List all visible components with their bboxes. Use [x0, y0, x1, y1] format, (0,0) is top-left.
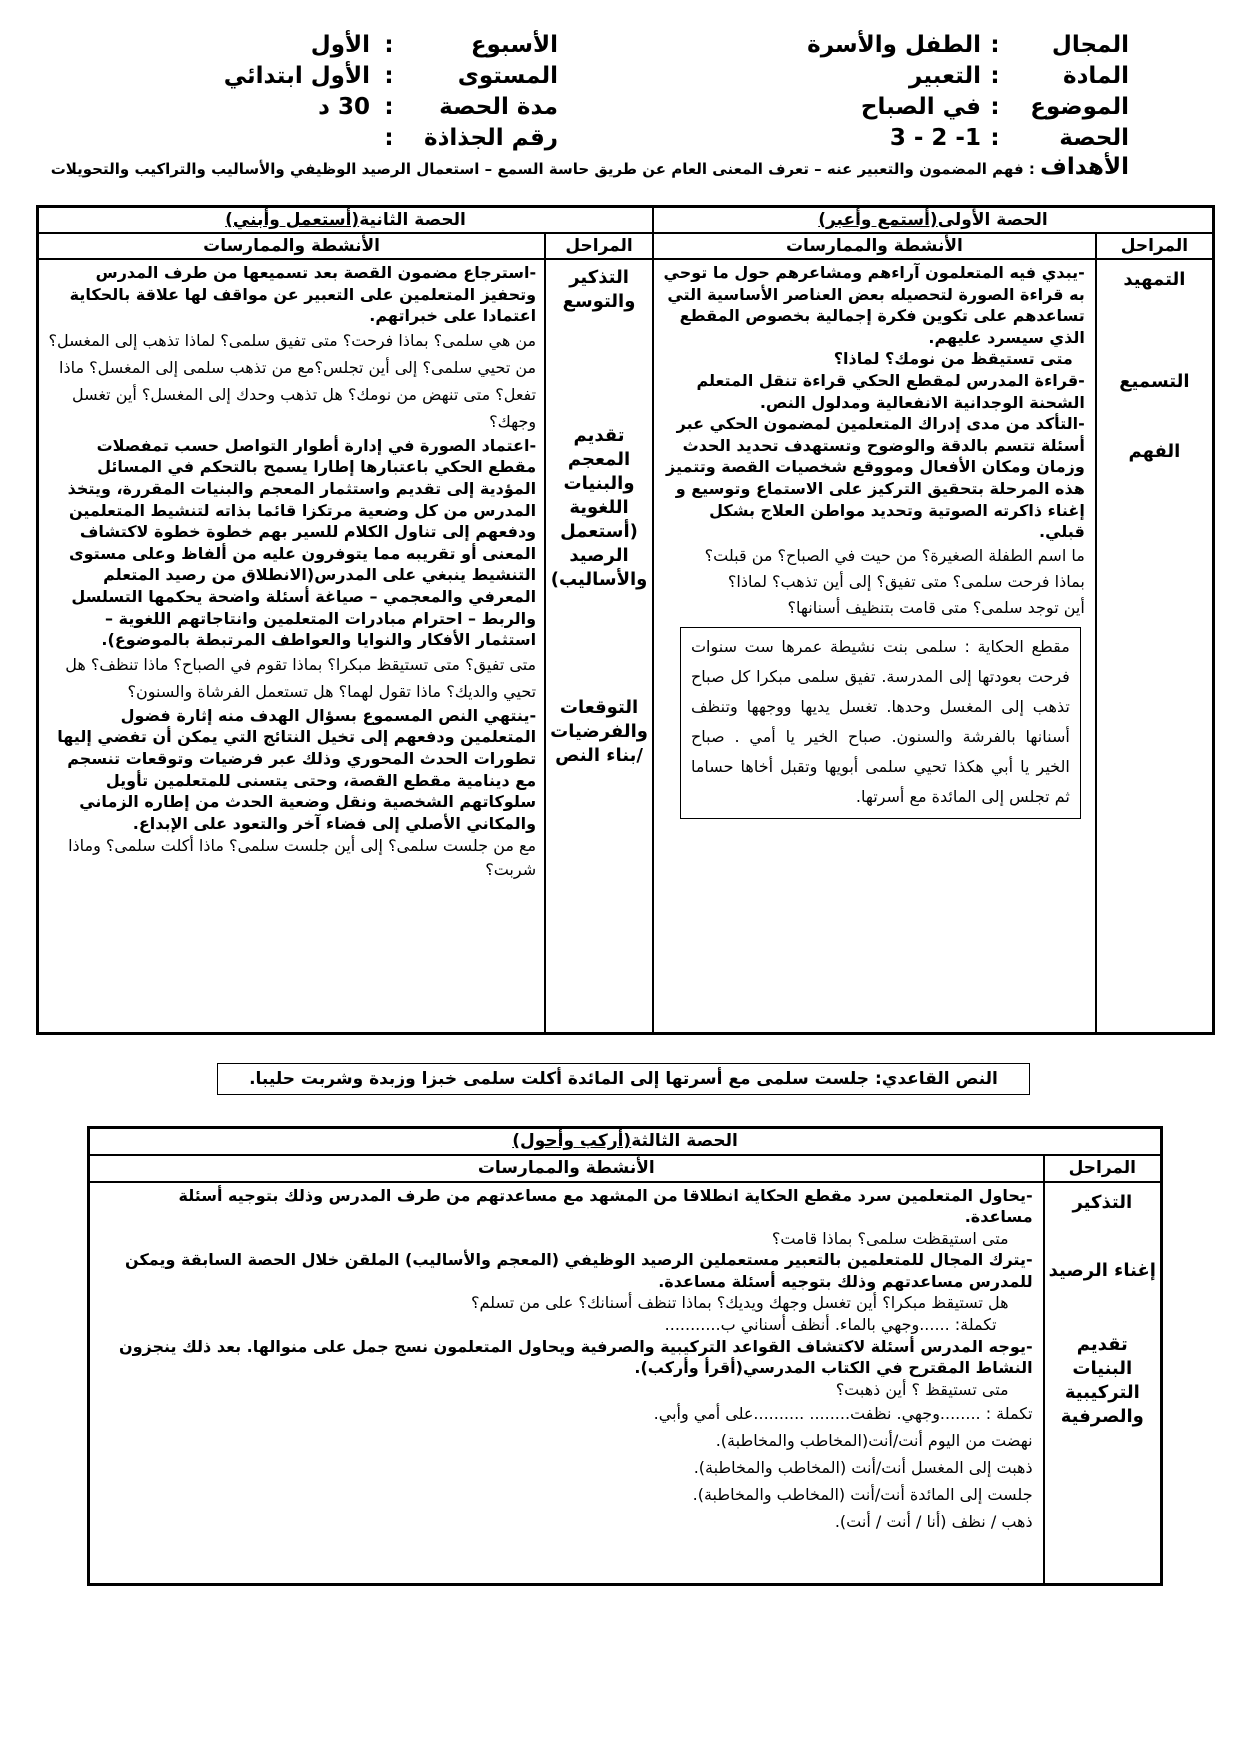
session3-line: -يحاول المتعلمين سرد مقطع الحكاية انطلاقا من المشهد مع مساعدتهم من طرف المدرس وذلك بتوجيه أسئلة مساعدة.	[178, 1185, 1033, 1227]
session3-table	[87, 1126, 1163, 1586]
header-field-subject: المادة:التعبير	[909, 63, 1129, 89]
session3-line: نهضت من اليوم أنت/أنت(المخاطب والمخاطبة).	[715, 1431, 1033, 1451]
session3-col-stages: المراحل	[1044, 1155, 1162, 1182]
session2-question: مع من جلست سلمى؟ إلى أين جلست سلمى؟ ماذا أكلت سلمى؟ وماذا شربت؟	[68, 836, 537, 880]
session3-line: جلست إلى المائدة أنت/أنت (المخاطب والمخاطبة).	[692, 1485, 1033, 1505]
session1-question: متى تستيقظ من نومك؟ لماذا؟	[833, 349, 1073, 369]
header-field-domain: المجال:الطفل والأسرة	[807, 32, 1129, 58]
session1-question: أين توجد سلمى؟ متى قامت بتنظيف أسنانها؟	[787, 597, 1085, 617]
session2-stages-cell	[545, 259, 653, 1034]
session1-paragraph: -يبدي فيه المتعلمون آراءهم ومشاعرهم حول ما توحي به قراءة الصورة لتحصيله بعض العناصر الأساسية التي تساعدهم على تكوين فكرة إجمالية بخصوص المقطع الذي سيسرد عليهم.	[663, 263, 1085, 347]
stage-lexicon: تقديم المعجم والبنيات اللغوية (أستعمل الرصيد والأساليب)	[550, 425, 648, 590]
stage-comprehension: الفهم	[1128, 441, 1181, 462]
session2-question: من هي سلمى؟ بماذا فرحت؟ متى تفيق سلمى؟ لماذا تذهب إلى المغسل؟ من تحيي سلمى؟ إلى أين تجلس؟مع من تذهب سلمى إلى المغسل؟ ماذا تفعل؟ متى تنهض من نومك؟ هل تذهب وحدك إلى المغسل؟ أين تغسل وجهك؟	[48, 330, 537, 431]
goals-label: الأهداف	[1040, 154, 1129, 180]
session2-title: الحصة الثانية(أستعمل وأبني)	[38, 207, 653, 234]
goals-text: فهم المضمون والتعبير عنه – تعرف المعنى العام عن طريق حاسة السمع – استعمال الرصيد الوظيفي والأساليب والتراكيب والتحويلات	[50, 160, 1024, 178]
sessions-1-2-table	[36, 205, 1215, 1035]
stage-recall-expand: التذكير والتوسع	[562, 267, 636, 312]
session3-title: الحصة الثالثة(أركب وأحول)	[89, 1128, 1162, 1155]
stage-structures: تقديم البنيات التركيبية والصرفية	[1060, 1333, 1144, 1427]
session1-title: الحصة الأولى(أستمع وأعبر)	[653, 207, 1214, 234]
session3-line: -يترك المجال للمتعلمين بالتعبير مستعملين الرصيد الوظيفي (المعجم والأساليب) الملقن خلال الحصة السابقة ويمكن للمدرس مساعدتهم وذلك بتوجيه أسئلة مساعدة.	[125, 1250, 1033, 1291]
session3-line: هل تستيقظ مبكرا؟ أين تغسل وجهك ويديك؟ بماذا تنظف أسنانك؟ على من تسلم؟	[471, 1293, 1009, 1313]
stage-intro: التمهيد	[1123, 269, 1186, 290]
session3-line: ذهب / نظف (أنا / أنت / أنت).	[834, 1512, 1033, 1532]
header-field-duration: مدة الحصة:30 د	[318, 94, 558, 120]
session1-paragraph: -قراءة المدرس لمقطع الحكي قراءة تنقل المتعلم الشحنة الوجدانية الانفعالية ومدلول النص.	[696, 370, 1085, 412]
session1-question: ما اسم الطفلة الصغيرة؟ من حيت في الصباح؟ من قبلت؟	[704, 545, 1085, 565]
session3-line: متى تستيقظ ؟ أين ذهبت؟	[835, 1379, 1009, 1399]
stage-recall: التذكير	[1072, 1191, 1133, 1213]
session1-col-stages: المراحل	[1096, 233, 1214, 259]
session2-activities-cell	[38, 259, 546, 1034]
stage-enrich: إغناء الرصيد	[1048, 1259, 1156, 1281]
session3-col-activities: الأنشطة والممارسات	[89, 1155, 1044, 1182]
header-left	[224, 30, 558, 154]
session1-col-activities: الأنشطة والممارسات	[653, 233, 1096, 259]
session2-paragraph: -ينتهي النص المسموع بسؤال الهدف منه إثارة فضول المتعلمين ودفعهم إلى تخيل النتائج التي يمكن أن تفضي إليها تطورات الحدث المحوري وذلك عبر فرضيات وتوقعات تنسجم مع دينامية مقطع القصة، وحتى يتسنى للمتعلمين تأويل سلوكاتهم الشخصية ونقل وضعية الحدث من إطاره الزماني والمكاني الأصلي إلى فضاء آخر والتعود على الإبداع.	[57, 705, 537, 833]
header-field-sheet-number: رقم الجذاذة:	[384, 125, 558, 151]
session1-question: بماذا فرحت سلمى؟ متى تفيق؟ إلى أين تذهب؟ لماذا؟	[727, 571, 1085, 591]
session3-stages-cell	[1044, 1182, 1162, 1585]
header-field-topic: الموضوع:في الصباح	[860, 94, 1129, 120]
session3-line: ذهبت إلى المغسل أنت/أنت (المخاطب والمخاطبة).	[693, 1458, 1033, 1478]
header-field-session: الحصة:1- 2 - 3	[889, 125, 1129, 151]
header-field-level: المستوى:الأول ابتدائي	[223, 63, 558, 89]
session3-line: تكملة: ......وجهي بالماء. أنظف أسناني ب...........	[664, 1315, 997, 1335]
session3-line: متى استيقظت سلمى؟ بماذا قامت؟	[771, 1228, 1009, 1248]
story-excerpt: مقطع الحكاية : سلمى بنت نشيطة عمرها ست سنوات فرحت بعودتها إلى المدرسة. تفيق سلمى مبكرا كل صباح تذهب إلى المغسل وحدها. تغسل يديها ووجهها وتنظف أسنانها بالفرشة والسنون. صباح الخير يا أمي . صباح الخير يا أبي هكذا تحيي سلمى أبويها وتقبل أخاها حساما ثم تجلس إلى المائدة مع أسرتها.	[680, 627, 1081, 819]
session1-activities-cell	[653, 259, 1096, 1034]
session2-col-stages: المراحل	[545, 233, 653, 259]
session3-line: تكملة : ........وجهي. نظفت........ ..........على أمي وأبي.	[653, 1404, 1033, 1424]
session2-col-activities: الأنشطة والممارسات	[38, 233, 546, 259]
header-field-week: الأسبوع:الأول	[310, 32, 558, 58]
session1-stages-cell	[1096, 259, 1214, 1034]
session1-paragraph: -التأكد من مدى إدراك المتعلمين لمضمون الحكي عبر أسئلة تتسم بالدقة والوضوح وتستهدف تحديد الحدث وزمان ومكان الأفعال ومووقع شخصيات القصة وتتميز هذه المرحلة بتحقيق التركيز على الاستماع وتوسيع و إغناء ذاكرته الصوتية وتحديد مواطن العلاج بشكل قبلي.	[665, 414, 1085, 542]
stage-listening: التسميع	[1119, 371, 1190, 392]
session2-paragraph: -استرجاع مضمون القصة بعد تسميعها من طرف المدرس وتحفيز المتعلمين على التعبير عن مواقف لها علاقة بالحكاية اعتمادا على خبراتهم.	[69, 263, 537, 326]
session2-paragraph: -اعتماد الصورة في إدارة أطوار التواصل حسب تمفصلات مقطع الحكي باعتبارها إطارا يسمح بالتحكم في المسائل المؤدية إلى تقديم واستثمار المعجم والبنيات المقررة، ويتخذ المدرس من كل وضعية مرتكزا قائما بذاته لتنشيط المتعلمين ودفعهم إلى تناول الكلام للسير بهم خطوة خطوة لاكتشاف المعنى أو تقريبه مما يتوفرون عليه من ألفاظ وعلى مستوى التنشيط ينبغي على المدرس(الانطلاق من رصيد المتعلم المعرفي والمعجمي – صياغة أسئلة واضحة يحكمها التسلسل والربط – احترام مبادرات المتعلمين وانتاجاتهم اللغوية – استثمار الأفكار والنوايا والعواطف المرتبطة بالموضوع).	[67, 435, 537, 650]
session3-line: -يوجه المدرس أسئلة لاكتشاف القواعد التركيبية والصرفية ويحاول المتعلمون نسج جمل على منوالها. بعد ذلك ينجزون النشاط المقترح في الكتاب المدرسي(أقرأ وأركب).	[118, 1336, 1033, 1378]
session2-question: متى تفيق؟ متى تستيقظ مبكرا؟ بماذا تقوم في الصباح؟ ماذا تنظف؟ هل تحيي والديك؟ ماذا تقول لهما؟ هل تستعمل الفرشاة والسنون؟	[65, 654, 537, 701]
base-text: النص القاعدي: جلست سلمى مع أسرتها إلى المائدة أكلت سلمى خبزا وزبدة وشربت حليبا.	[217, 1063, 1030, 1095]
session3-activities-cell	[89, 1182, 1044, 1585]
goals	[36, 154, 1129, 180]
header-right	[807, 30, 1129, 154]
goals-sep: :	[1028, 160, 1035, 178]
stage-hypotheses: التوقعات والفرضيات /بناء النص	[550, 697, 648, 766]
